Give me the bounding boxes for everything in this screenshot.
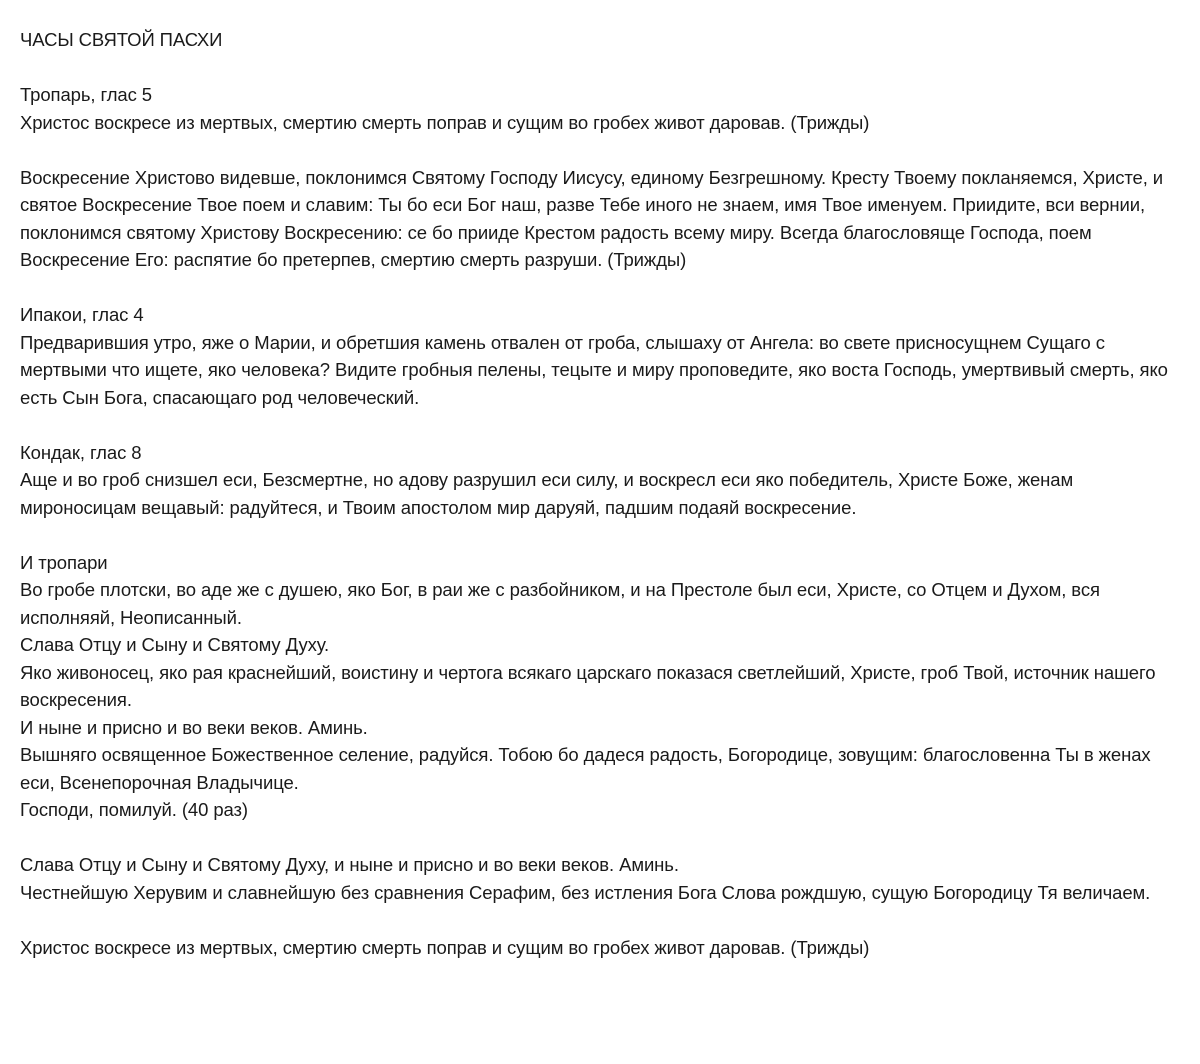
hypakoe-text: Предварившия утро, яже о Марии, и обретшия камень отвален от гроба, слышаху от Ангела: во свете присносущнем Сущаго с мертвыми что ищете, яко человека? Видите гробныя пелены, тецыте и миру проповедите, яко воста Господь, умертвивый смерть, яко есть Сын Бога, спасающаго род человеческий. xyxy=(20,331,1168,408)
document-page xyxy=(20,26,1190,961)
troparia-line: Слава Отцу и Сыну и Святому Духу. xyxy=(20,634,330,655)
hypakoe-section xyxy=(20,301,1190,411)
troparia-line: Яко живоносец, яко рая краснейший, воистину и чертога всякаго царскаго показася светлейший, Христе, гроб Твой, источник нашего воскресения. xyxy=(20,661,1156,710)
resurrection-hymn-section xyxy=(20,164,1190,274)
kontakion-heading: Кондак, глас 8 xyxy=(20,441,142,463)
hypakoe-heading: Ипакои, глас 4 xyxy=(20,304,144,325)
troparion-section xyxy=(20,81,1190,136)
glory-line: Слава Отцу и Сыну и Святому Духу, и ныне и присно и во веки веков. Аминь. xyxy=(20,854,679,875)
troparia-heading: И тропари xyxy=(20,551,108,573)
troparia-line: И ныне и присно и во веки веков. Аминь. xyxy=(20,716,368,738)
kontakion-section xyxy=(20,439,1190,522)
glory-line: Честнейшую Херувим и славнейшую без сравнения Серафим, без истления Бога Слова рождшую, сущую Богородицу Тя величаем. xyxy=(20,881,1151,903)
troparion-text: Христос воскресе из мертвых, смертию смерть поправ и сущим во гробех живот даровав. (Трижды) xyxy=(20,111,870,133)
title-section xyxy=(20,26,1190,54)
final-troparion-text: Христос воскресе из мертвых, смертию смерть поправ и сущим во гробех живот даровав. (Трижды) xyxy=(20,936,870,958)
document-title: ЧАСЫ СВЯТОЙ ПАСХИ xyxy=(20,29,223,50)
kontakion-text: Аще и во гроб снизшел еси, Безсмертне, но адову разрушил еси силу, и воскресл еси яко победитель, Христе Боже, женам мироносицам вещавый: радуйтеся, и Твоим апостолом мир даруяй, падшим подаяй воскресение. xyxy=(20,469,1074,518)
troparia-section xyxy=(20,549,1190,824)
resurrection-hymn-text: Воскресение Христово видевше, поклонимся Святому Господу Иисусу, единому Безгрешному. Кресту Твоему покланяемся, Христе, и святое Воскресение Твое поем и славим: Ты бо еси Бог наш, разве Тебе иного не знаем, имя Твое именуем. Приидите, вси вернии, поклонимся святому Христову Воскресению: се бо прииде Крестом радость всему миру. Всегда благословяще Господа, поем Воскресение Его: распятие бо претерпев, смертию смерть разруши. (Трижды) xyxy=(20,166,1164,270)
troparia-line: Господи, помилуй. (40 раз) xyxy=(20,799,248,820)
troparia-line: Вышняго освященное Божественное селение, радуйся. Тобою бо дадеся радость, Богородице, зовущим: благословенна Ты в женах еси, Всенепорочная Владычице. xyxy=(20,744,1151,793)
troparia-line: Во гробе плотски, во аде же с душею, яко Бог, в раи же с разбойником, и на Престоле был еси, Христе, со Отцем и Духом, вся исполняяй, Неописанный. xyxy=(20,579,1100,628)
glory-section xyxy=(20,851,1190,906)
final-troparion-section xyxy=(20,934,1190,962)
troparion-heading: Тропарь, глас 5 xyxy=(20,84,152,105)
